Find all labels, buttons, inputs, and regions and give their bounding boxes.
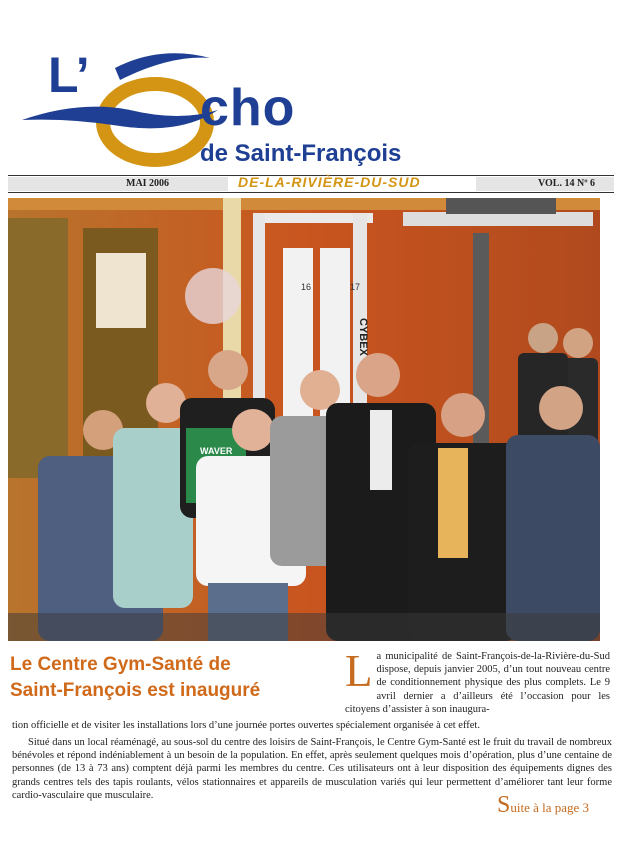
logo-l: L’	[48, 47, 90, 103]
issue-date: MAI 2006	[126, 178, 170, 189]
continued-initial: S	[497, 792, 511, 818]
issue-region: DE-LA-RIVIÈRE-DU-SUD	[238, 174, 421, 190]
article-headline	[10, 652, 340, 704]
group-photo	[8, 198, 600, 641]
continued-text: uite à la page 3	[510, 800, 590, 815]
lead-continuation: tion officielle et de visiter les installations lors d’une journée portes ouvertes spécialement organisée à cet effet.	[12, 720, 480, 731]
logo-subtitle: de Saint-François	[200, 140, 402, 167]
issue-left-band	[8, 177, 228, 191]
logo-wave-top	[115, 53, 210, 80]
issue-volume: VOL. 14 Nº 6	[538, 178, 595, 189]
weight-label-16: 16	[301, 282, 312, 292]
machine-brand: CYBEX	[357, 318, 369, 356]
photo-illustration	[8, 198, 600, 641]
article-lead	[345, 646, 610, 716]
masthead	[0, 0, 640, 175]
logo-wave-bottom	[22, 107, 218, 129]
logo-cho: cho	[200, 79, 296, 137]
weight-label-17: 17	[350, 282, 361, 292]
lead-text: a municipalité de Saint-François-de-la-Rivière-du-Sud dispose, depuis janvier 2005, d’un tout nouveau centre de conditionnement physique des plus complets. Le 9 avril dernier a d’ailleurs été l’occasion pour les citoyens d’assister à son inaugura-	[345, 651, 610, 715]
article-body-paragraph: Situé dans un local réaménagé, au sous-sol du centre des loisirs de Saint-François, le Centre Gym-Santé est le fruit du travail de nombreux bénévoles et répond indéniablement à un besoin de la population. En effet, après seulement quelques mois d’opération, plus d’une centaine de personnes (de 13 à 73 ans) comptent déjà parmi les membres du centre. Ces utilisateurs ont à leur disposition des équipements dignes des grands centres tels des tapis roulants, vélos stationnaires et appareils de musculation variés qui leur permettent d’améliorer tant leur forme cardio-vasculaire que musculaire.	[12, 737, 612, 801]
issue-bar	[8, 175, 614, 193]
continued-link[interactable]	[497, 792, 589, 819]
headline-line1: Le Centre Gym-Santé de	[10, 654, 231, 675]
drop-cap: L	[345, 646, 373, 696]
echo-logo	[20, 40, 230, 170]
shirt-text: WAVER	[200, 446, 233, 456]
headline-line2: Saint-François est inauguré	[10, 680, 261, 701]
balloon	[185, 268, 241, 324]
